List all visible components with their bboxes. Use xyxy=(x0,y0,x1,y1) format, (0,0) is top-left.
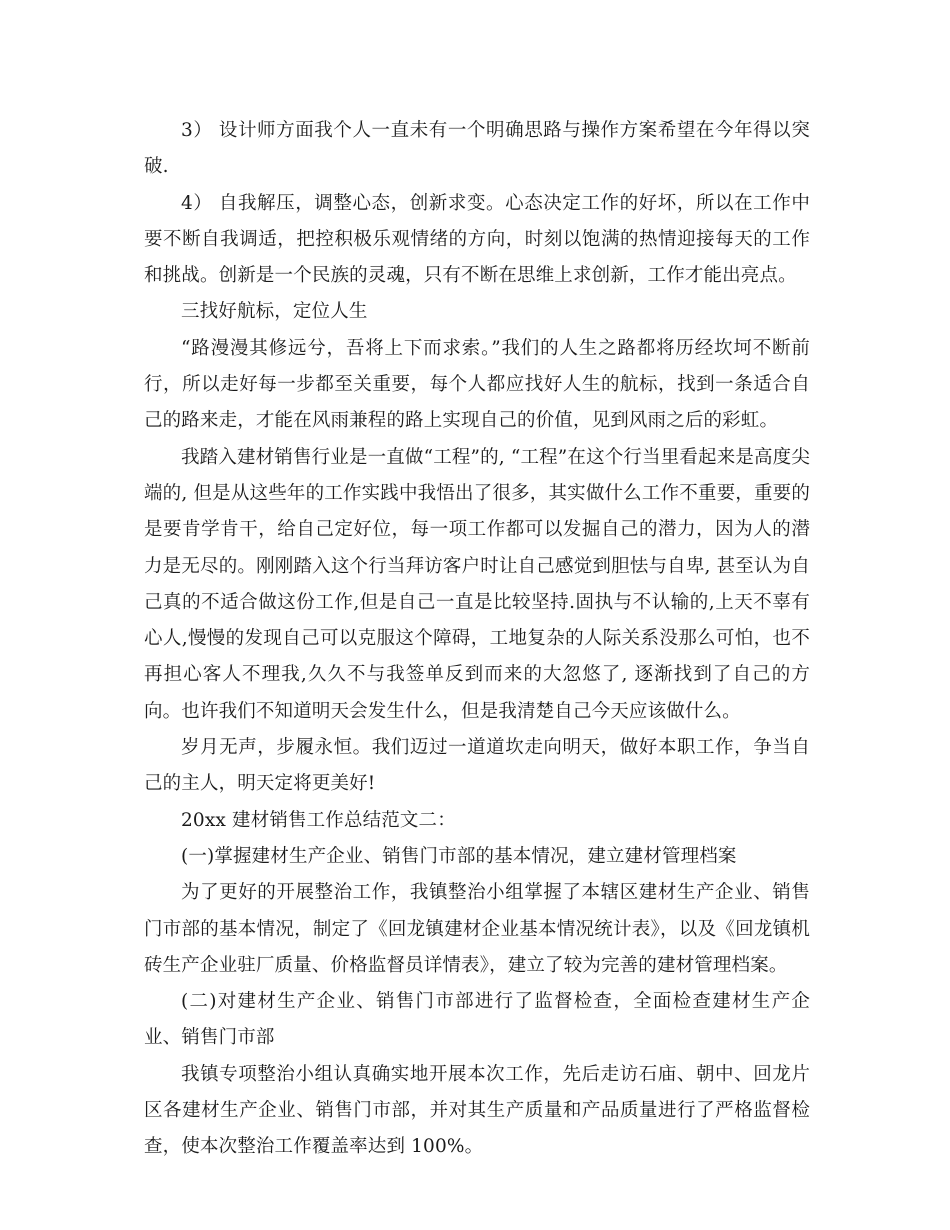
paragraph-self-relief: 4） 自我解压，调整心态，创新求变。心态决定工作的好坏，所以在工作中要不断自我调适，把控积极乐观情绪的方向，时刻以饱满的热情迎接每天的工作和挑战。创新是一个民族的灵魂，只有不断在思维上求创新，工作才能出亮点。 xyxy=(144,192,810,287)
paragraph-closing: 岁月无声，步履永恒。我们迈过一道道坎走向明天，做好本职工作，争当自己的主人，明天定将更美好! xyxy=(144,737,810,795)
paragraph-designer-plan: 3） 设计师方面我个人一直未有一个明确思路与操作方案希望在今年得以突破. xyxy=(144,120,810,178)
paragraph-life-path: “路漫漫其修远兮，吾将上下而求索。”我们的人生之路都将历经坎坷不断前行，所以走好每一步都至关重要，每个人都应找好人生的航标，找到一条适合自己的路来走，才能在风雨兼程的路上实现自己的价值，见到风雨之后的彩虹。 xyxy=(144,337,810,432)
section-heading-navigation: 三找好航标，定位人生 xyxy=(181,301,368,323)
section-heading-sample-two: 20xx 建材销售工作总结范文二： xyxy=(181,809,456,831)
subheading-basic-info: (一)掌握建材生产企业、销售门市部的基本情况，建立建材管理档案 xyxy=(181,845,737,867)
document-body xyxy=(144,113,810,1166)
paragraph-management-files: 为了更好的开展整治工作，我镇整治小组掌握了本辖区建材生产企业、销售门市部的基本情况，制定了《回龙镇建材企业基本情况统计表》，以及《回龙镇机砖生产企业驻厂质量、价格监督员详情表》，建立了较为完善的建材管理档案。 xyxy=(144,882,810,976)
subheading-supervision: (二)对建材生产企业、销售门市部进行了监督检查，全面检查建材生产企业、销售门市部 xyxy=(144,991,810,1049)
paragraph-inspection-coverage: 我镇专项整治小组认真确实地开展本次工作，先后走访石庙、朝中、回龙片区各建材生产企业、销售门市部，并对其生产质量和产品质量进行了严格监督检查，使本次整治工作覆盖率达到 100%。 xyxy=(144,1063,810,1158)
paragraph-sales-experience: 我踏入建材销售行业是一直做“工程”的, “工程”在这个行当里看起来是高度尖端的, 但是从这些年的工作实践中我悟出了很多，其实做什么工作不重要，重要的是要肯学肯干，给自己定好位，每一项工作都可以发掘自己的潜力，因为人的潜力是无尽的。刚刚踏入这个行当拜访客户时让自己感觉到胆怯与自卑, 甚至认为自己真的不适合做这份工作,但是自己一直是比较坚持.固执与不认输的,上天不辜有心人,慢慢的发现自己可以克服这个障碍，工地复杂的人际关系没那么可怕，也不再担心客人不理我,久久不与我签单反到而来的大忽悠了, 逐渐找到了自己的方向。也许我们不知道明天会发生什么，但是我清楚自己今天应该做什么。 xyxy=(144,446,810,722)
